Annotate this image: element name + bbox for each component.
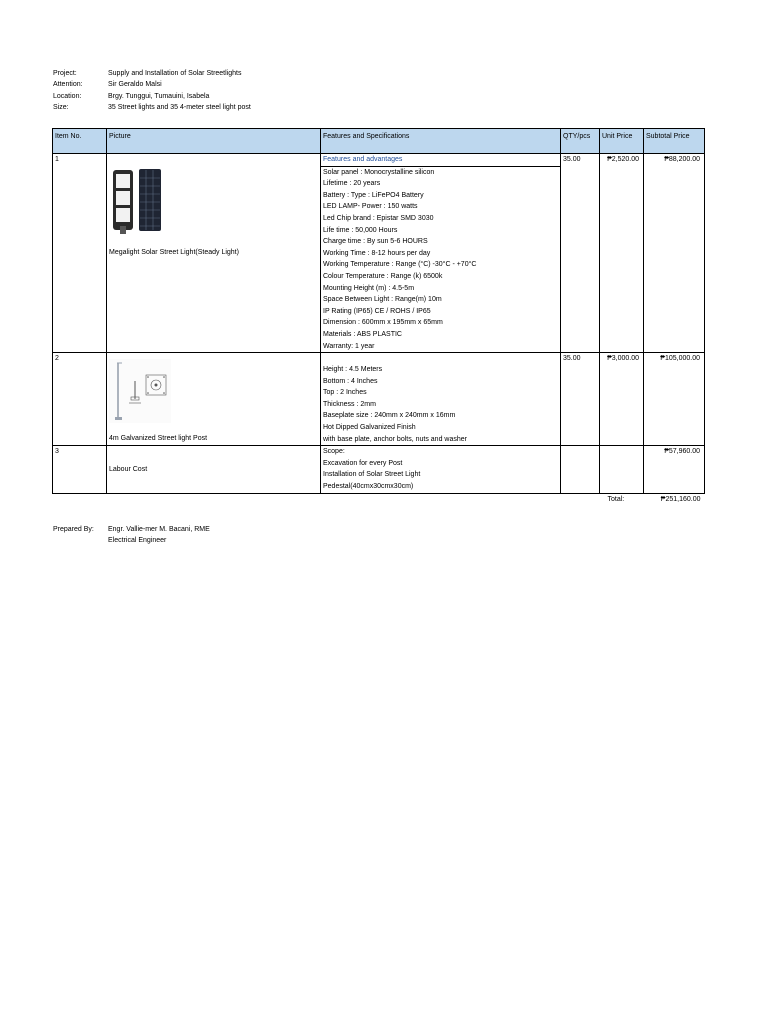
picture-cell — [107, 353, 321, 446]
header-picture: Picture — [107, 129, 321, 154]
subtotal-cell: ₱57,960.00 — [644, 446, 705, 493]
project-label: Project: — [53, 70, 77, 77]
total-label: Total: — [607, 495, 625, 503]
qty-cell — [561, 446, 600, 493]
table-row — [53, 446, 705, 493]
picture-caption: Megalight Solar Street Light(Steady Light) — [109, 248, 239, 256]
feature-line: Warranty: 1 year — [323, 342, 375, 350]
attention-label: Attention: — [53, 81, 83, 89]
quotation-table — [52, 128, 705, 505]
item-number: 2 — [53, 353, 107, 446]
preparer-name: Engr. Vallie-mer M. Bacani, RME — [108, 526, 210, 533]
feature-line: Pedestal(40cmx30cmx30cm) — [323, 483, 414, 491]
header-item-no: Item No. — [53, 129, 107, 154]
total-row — [53, 493, 705, 505]
features-cell — [321, 353, 561, 446]
feature-line: Scope: — [323, 448, 345, 456]
picture-cell — [107, 154, 321, 353]
feature-line: Charge time : By sun 5-6 HOURS — [323, 238, 428, 246]
preparer-title: Electrical Engineer — [108, 537, 167, 544]
feature-line: IP Rating (IP65) CE / ROHS / IP65 — [323, 307, 431, 315]
feature-line: Solar panel : Monocrystalline silicon — [323, 168, 435, 176]
item-number: 1 — [53, 154, 107, 353]
feature-line: Working Time : 8-12 hours per day — [323, 249, 431, 257]
feature-line: Led Chip brand : Epistar SMD 3030 — [323, 214, 434, 222]
unit-price-cell: ₱3,000.00 — [600, 353, 644, 446]
picture-caption: 4m Galvanized Street light Post — [109, 434, 208, 442]
feature-line: Working Temperature : Range (°C) -30°C - +70°C — [323, 261, 477, 269]
item-number: 3 — [53, 446, 107, 493]
size-value: 35 Street lights and 35 4-meter steel light post — [108, 103, 251, 111]
feature-line: Dimension : 600mm x 195mm x 65mm — [323, 319, 443, 327]
table-row — [53, 154, 705, 353]
location-label: Location: — [53, 92, 82, 100]
attention-value: Sir Geraldo Malsi — [108, 81, 162, 89]
feature-line: LED LAMP- Power : 150 watts — [323, 203, 418, 211]
qty-cell: 35.00 — [561, 353, 600, 446]
size-label: Size: — [53, 103, 69, 111]
location-value: Brgy. Tunggui, Tumauini, Isabela — [108, 92, 210, 100]
header-features: Features and Specifications — [321, 129, 561, 154]
header-qty: QTY/pcs — [561, 129, 600, 154]
features-cell — [321, 154, 561, 353]
prepared-by-label: Prepared By: — [53, 526, 94, 533]
feature-line: Space Between Light : Range(m) 10m — [323, 296, 442, 304]
unit-price-cell — [600, 446, 644, 493]
prepared-by-block — [53, 526, 210, 545]
picture-caption: Labour Cost — [109, 465, 148, 473]
feature-line: Thickness : 2mm — [323, 400, 376, 408]
feature-line: Materials : ABS PLASTIC — [323, 330, 402, 338]
feature-line: with base plate, anchor bolts, nuts and washer — [323, 435, 467, 443]
features-cell — [321, 446, 561, 493]
picture-cell — [107, 446, 321, 493]
feature-line: Baseplate size : 240mm x 240mm x 16mm — [323, 412, 456, 420]
project-value: Supply and Installation of Solar Streetlights — [108, 70, 242, 77]
subtotal-cell: ₱88,200.00 — [644, 154, 705, 353]
feature-line: Life time : 50,000 Hours — [323, 226, 398, 234]
feature-line: Bottom : 4 Inches — [323, 377, 378, 385]
feature-line: Battery : Type : LiFePO4 Battery — [323, 191, 424, 199]
header-subtotal: Subtotal Price — [644, 129, 705, 154]
feature-line: Lifetime : 20 years — [323, 180, 381, 188]
feature-line: Top : 2 Inches — [323, 389, 367, 397]
feature-line: Installation of Solar Street Light — [323, 471, 421, 479]
feature-line: Excavation for every Post — [323, 459, 403, 467]
table-row — [53, 353, 705, 446]
qty-cell: 35.00 — [561, 154, 600, 353]
subtotal-cell: ₱105,000.00 — [644, 353, 705, 446]
header-unit-price: Unit Price — [600, 129, 644, 154]
project-info — [53, 70, 251, 112]
feature-line: Height : 4.5 Meters — [323, 366, 383, 374]
feature-line: Colour Temperature : Range (k) 6500k — [323, 272, 443, 280]
total-value: ₱251,160.00 — [660, 495, 701, 503]
light-post-drawing-image — [109, 359, 171, 423]
feature-line: Mounting Height (m) : 4.5-5m — [323, 284, 415, 292]
table-header-row — [53, 129, 705, 154]
feature-line: Hot Dipped Galvanized Finish — [323, 424, 416, 432]
unit-price-cell: ₱2,520.00 — [600, 154, 644, 353]
solar-street-light-image — [109, 166, 165, 236]
features-heading: Features and advantages — [321, 154, 560, 167]
